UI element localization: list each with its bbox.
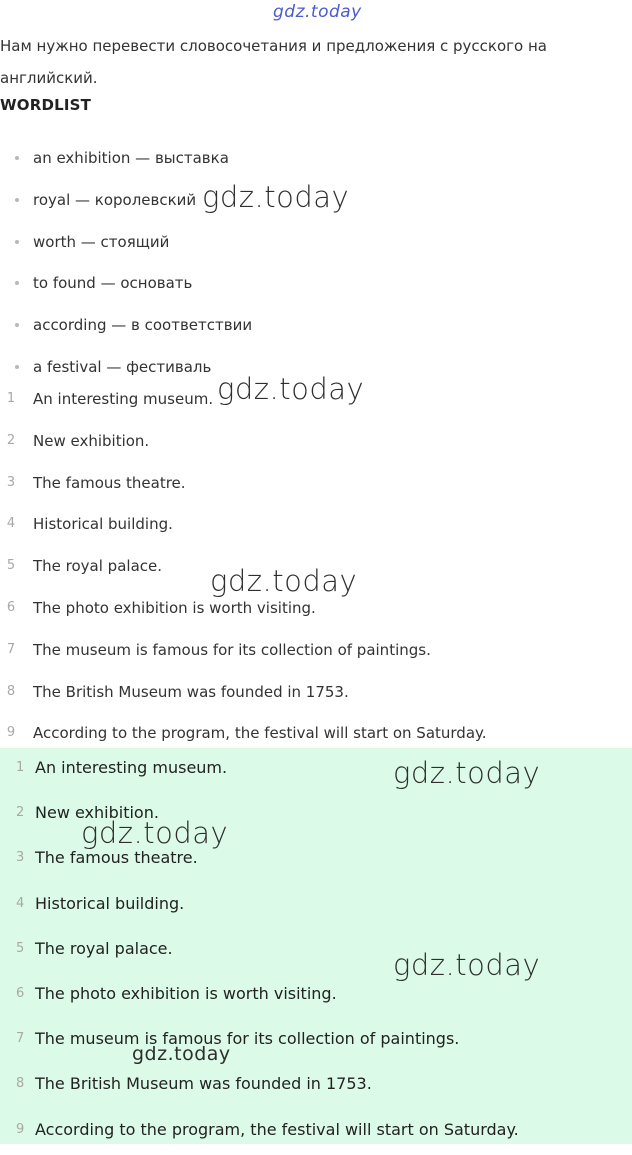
- item-number: 6: [6, 599, 16, 615]
- sentence-item: 6 The photo exhibition is worth visiting.: [0, 589, 487, 631]
- item-number: 5: [6, 558, 16, 574]
- bullet-icon: [15, 281, 19, 285]
- item-number: 1: [16, 760, 25, 775]
- answer-item: 9 According to the program, the festival will start on Saturday.: [0, 1110, 519, 1155]
- sentence-item: 5 The royal palace.: [0, 547, 487, 589]
- bullet-icon: [15, 198, 19, 202]
- item-number: 7: [6, 641, 16, 657]
- sentence-item: 1 An interesting museum.: [0, 380, 487, 422]
- item-number: 9: [16, 1121, 25, 1137]
- answer-item: 1 An interesting museum.: [0, 748, 519, 793]
- bullet-icon: [15, 365, 19, 369]
- sentence-item: 9 According to the program, the festival will start on Saturday.: [0, 714, 487, 756]
- sentence-item: 8 The British Museum was founded in 1753.: [0, 673, 487, 715]
- sentence-item: 2 New exhibition.: [0, 422, 487, 464]
- item-number: 4: [16, 895, 25, 911]
- wordlist-item: royal — королевский: [0, 182, 252, 224]
- watermark: gdz.today: [210, 564, 358, 598]
- answer-item: 7 The museum is famous for its collection of paintings.: [0, 1019, 519, 1064]
- answer-item: 2 New exhibition.: [0, 793, 519, 838]
- item-number: 4: [6, 516, 16, 532]
- answer-item: 4 Historical building.: [0, 884, 519, 929]
- wordlist-item: to found — основать: [0, 265, 252, 307]
- watermark: gdz.today: [81, 816, 229, 850]
- watermark: gdz.today: [132, 1043, 231, 1065]
- watermark: gdz.today: [393, 948, 541, 982]
- item-number: 8: [6, 683, 16, 699]
- bullet-icon: [15, 323, 19, 327]
- item-number: 2: [16, 805, 25, 821]
- answer-item: 6 The photo exhibition is worth visiting.: [0, 974, 519, 1019]
- wordlist: [0, 140, 252, 391]
- sentence-item: 4 Historical building.: [0, 505, 487, 547]
- item-number: 6: [16, 985, 25, 1001]
- item-number: 3: [6, 474, 16, 490]
- sentence-item: 3 The famous theatre.: [0, 464, 487, 506]
- bullet-icon: [15, 156, 19, 160]
- item-number: 1: [6, 391, 16, 406]
- watermark: gdz.today: [217, 372, 365, 406]
- wordlist-item: an exhibition — выставка: [0, 140, 252, 182]
- item-number: 7: [16, 1031, 25, 1047]
- item-number: 8: [16, 1076, 25, 1092]
- wordlist-item: according — в соответствии: [0, 307, 252, 349]
- sentence-item: 7 The museum is famous for its collection of paintings.: [0, 631, 487, 673]
- item-number: 3: [16, 850, 25, 866]
- item-number: 2: [6, 432, 16, 448]
- watermark-top: gdz.today: [273, 2, 362, 22]
- answer-item: 3 The famous theatre.: [0, 838, 519, 883]
- bullet-icon: [15, 240, 19, 244]
- watermark: gdz.today: [393, 756, 541, 790]
- answer-item: 8 The British Museum was founded in 1753.: [0, 1064, 519, 1109]
- task-instruction: Нам нужно перевести словосочетания и предложения с русского на английский.: [0, 37, 547, 87]
- item-number: 5: [16, 940, 25, 956]
- wordlist-item: worth — стоящий: [0, 224, 252, 266]
- item-number: 9: [6, 725, 16, 741]
- wordlist-heading: WORDLIST: [0, 96, 92, 114]
- answer-item: 5 The royal palace.: [0, 929, 519, 974]
- watermark: gdz.today: [202, 180, 350, 214]
- wordlist-item: a festival — фестиваль: [0, 349, 252, 391]
